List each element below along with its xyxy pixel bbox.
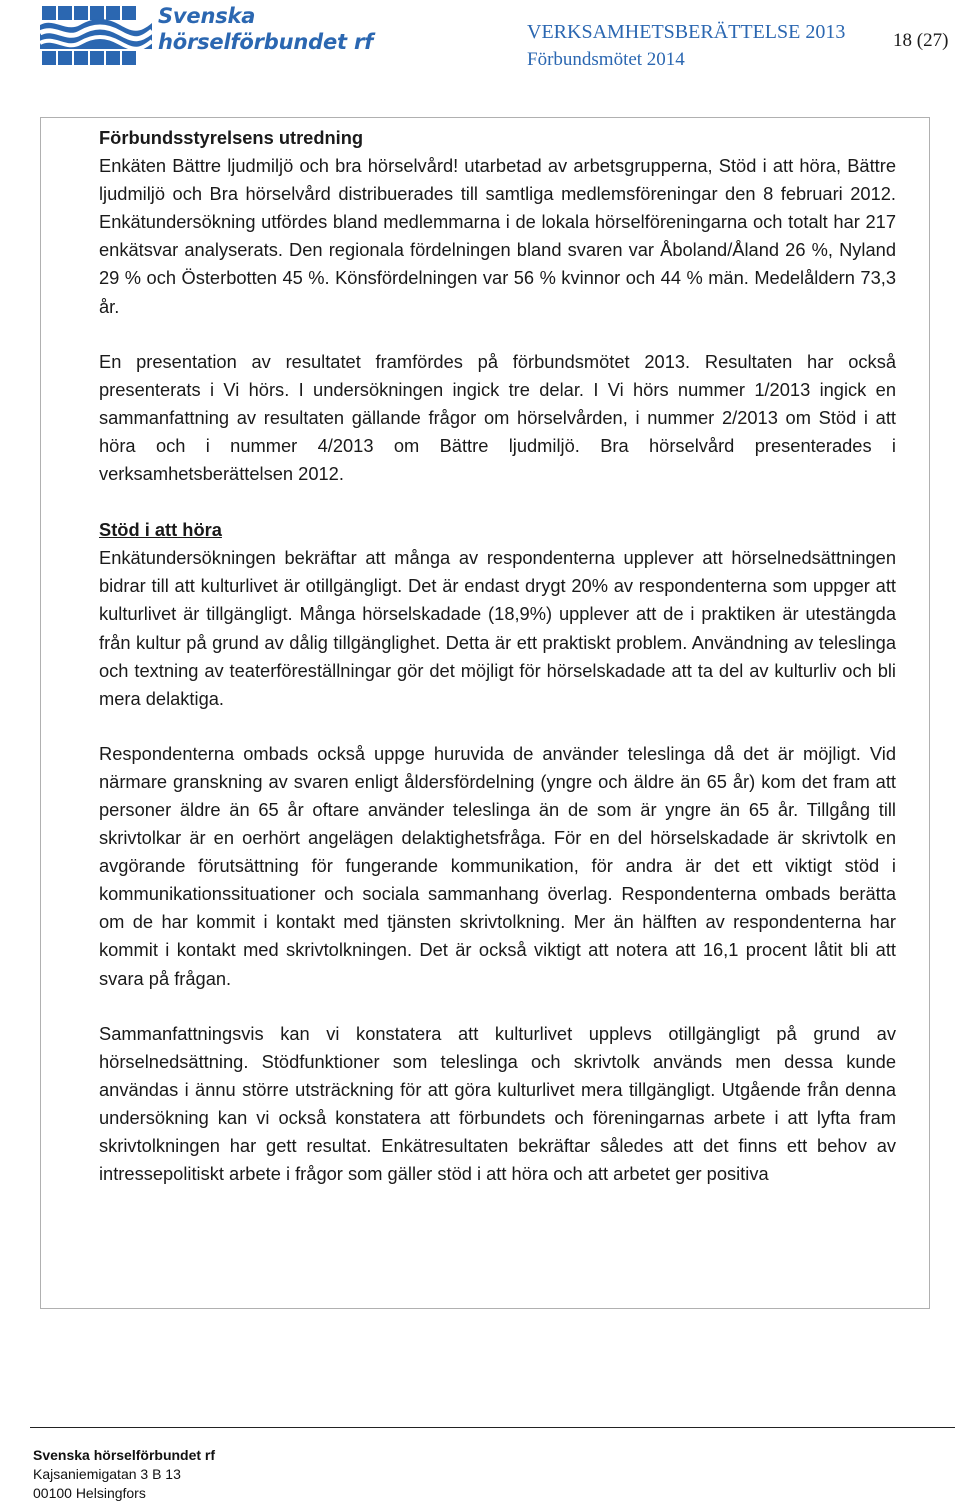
footer-organization: Svenska hörselförbundet rf bbox=[33, 1447, 216, 1463]
content-box bbox=[40, 117, 930, 1309]
section-heading-styrelsen: Förbundsstyrelsens utredning bbox=[99, 127, 364, 148]
paragraph: Respondenterna ombads också uppge huruvida de använder teleslinga då det är möjligt. Vid närmare granskning av svaren enligt åldersfördelning (yngre och äldre än 65 år) kom det fram att personer äldre än 65 år oftare använder teleslinga än de som är yngre än 65 år. Tillgång till skrivtolkar är en oerhört angelägen delaktighetsfråga. För en del hörselskadade är skrivtolk en avgörande förutsättning för fungerande kommunikation, för andra är det ett viktigt stöd i kommunikationssituationer och sociala sammanhang överlag. Respondenterna ombads berätta om de har kommit i kontakt med tjänsten skrivtolkning. Mer än hälften av respondenterna har kommit i kontakt med skrivtolkningen. Det är också viktigt att notera att 16,1 procent låtit bli att svara på frågan. bbox=[99, 742, 896, 989]
paragraph: Enkäten Bättre ljudmiljö och bra hörselvård! utarbetad av arbetsgrupperna, Stöd i att höra, Bättre ljudmiljö och Bra hörselvård distribuerades till samtliga medlemsföreningar den 8 februari 2012. Enkätundersökning utfördes bland medlemmarna i de lokala hörselföreningarna och totalt har 217 enkätsvar analyserats. Den regionala fördelningen bland svaren var Åboland/Åland 26 %, Nyland 29 % och Österbotten 45 %. Könsfördelningen var 56 % kvinnor och 44 % män. Medelåldern 73,3 år. bbox=[99, 155, 896, 317]
logo-wordmark bbox=[158, 3, 373, 55]
footer bbox=[33, 1446, 215, 1503]
document-subtitle: Förbundsmötet 2014 bbox=[527, 49, 685, 70]
page-number: 18 (27) bbox=[893, 30, 949, 51]
paragraph: Enkätundersökningen bekräftar att många av respondenterna upplever att hörselnedsättningen bidrar till att kulturlivet är otillgängligt. Det är endast drygt 20% av respondenterna som uppger att kulturlivet är tillgängligt. Många hörselskadade (18,9%) upplever att de i praktiken är utestängda från kultur på grund av dålig tillgänglighet. Detta är ett praktiskt problem. Användning av teleslinga och textning av teaterföreställningar gör det möjligt för hörselskadade att ta del av kulturliv och bli mera delaktiga. bbox=[99, 547, 896, 709]
section-heading-stod: Stöd i att höra bbox=[99, 519, 222, 541]
footer-postal: 00100 Helsingfors bbox=[33, 1485, 146, 1501]
logo-line-1: Svenska bbox=[158, 4, 256, 28]
organization-logo bbox=[40, 3, 374, 69]
footer-divider bbox=[30, 1427, 955, 1428]
footer-address: Kajsaniemigatan 3 B 13 bbox=[33, 1466, 181, 1482]
paragraph: En presentation av resultatet framfördes på förbundsmötet 2013. Resultaten har också presenterats i Vi hörs. I undersökningen ingick tre delar. I Vi hörs nummer 1/2013 ingick en sammanfattning av resultaten gällande frågor om hörselvården, i nummer 2/2013 om Stöd i att höra och i nummer 4/2013 om Bättre ljudmiljö. Bra hörselvård presenterades i verksamhetsberättelsen 2012. bbox=[99, 350, 896, 485]
document-title: VERKSAMHETSBERÄTTELSE 2013 bbox=[527, 21, 846, 43]
paragraph: Sammanfattningsvis kan vi konstatera att kulturlivet upplevs otillgängligt på grund av hörselnedsättning. Stödfunktioner som teleslinga och skrivtolk används men dessa kunde användas i ännu större utsträckning för att göra kulturlivet mera tillgängligt. Utgående från denna undersökning kan vi också konstatera att förbundets och föreningarnas arbete i att lyfta fram skrivtolkningen har gett resultat. Enkätresultaten bekräftar således att det finns ett behov av intressepolitiskt arbete i frågor som gäller stöd i att höra och att arbetet ger positiva bbox=[99, 1022, 896, 1185]
logo-line-2: hörselförbundet rf bbox=[158, 30, 374, 54]
wave-logo-icon bbox=[40, 3, 152, 69]
